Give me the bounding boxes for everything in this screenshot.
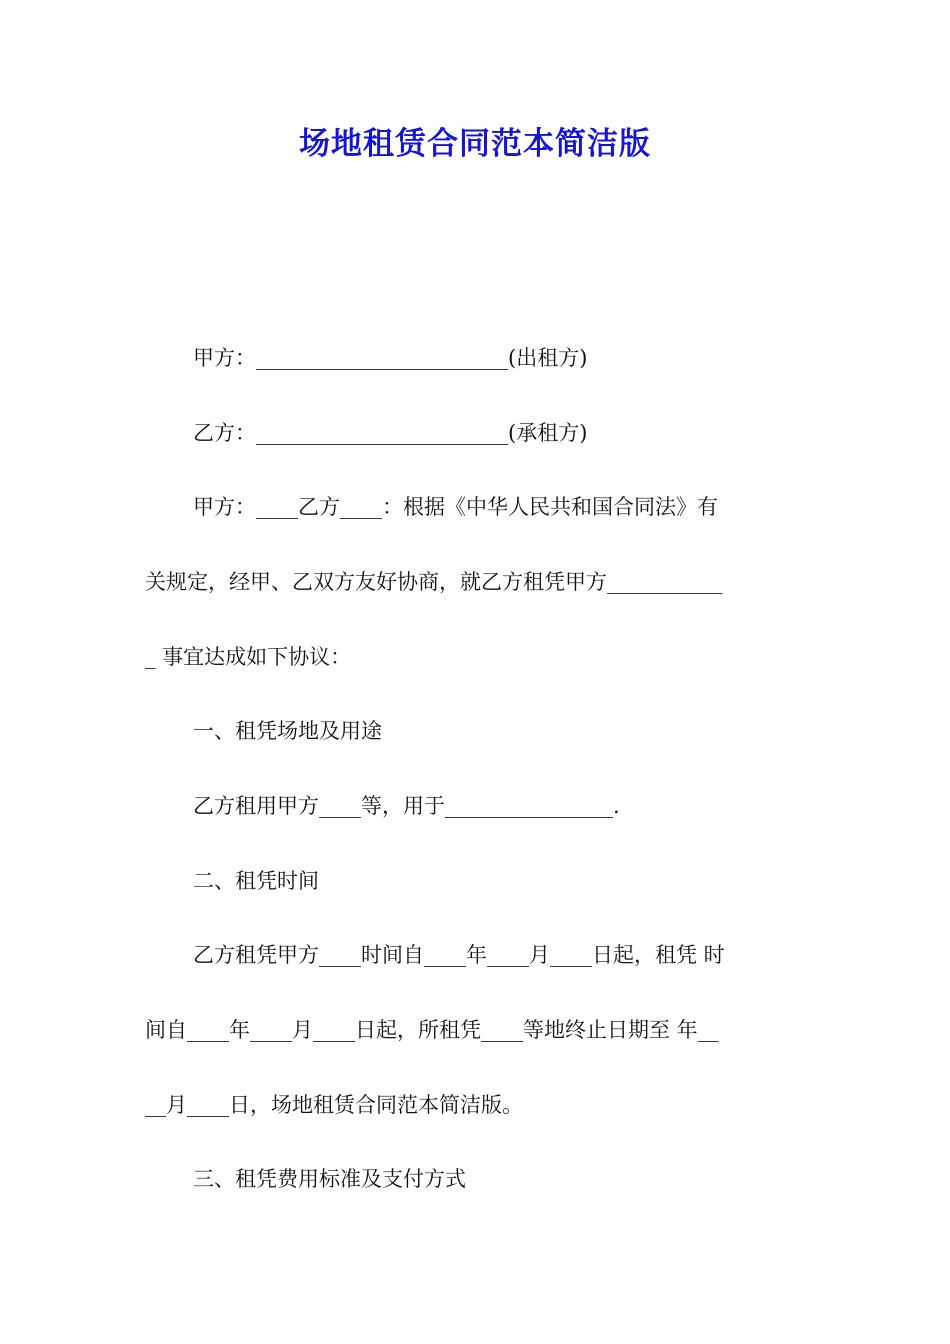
section-heading-3: 三、租凭费用标准及支付方式 — [193, 1167, 466, 1191]
section-heading-2: 二、租凭时间 — [193, 869, 319, 893]
section-2-body-line-2: 间自____年____月____日起，所租凭____等地终止日期至 年__ — [145, 1018, 719, 1042]
party-a-line: 甲方：________________________(出租方) — [193, 346, 588, 370]
party-b-line: 乙方：________________________(承租方) — [193, 421, 588, 445]
section-1-body: 乙方租用甲方____等，用于________________. — [193, 794, 620, 818]
section-2-body-line-3: __月____日，场地租赁合同范本简洁版。 — [145, 1093, 523, 1117]
section-heading-1: 一、租凭场地及用途 — [193, 719, 382, 743]
section-2-body-line-1: 乙方租凭甲方____时间自____年____月____日起，租凭 时 — [193, 943, 725, 967]
preamble-line-3: _ 事宜达成如下协议： — [145, 645, 352, 669]
document-title: 场地租赁合同范本简洁版 — [299, 126, 651, 162]
preamble-line-1: 甲方：____乙方____：根据《中华人民共和国合同法》有 — [193, 495, 718, 519]
preamble-line-2: 关规定，经甲、乙双方友好协商，就乙方租凭甲方___________ — [145, 570, 723, 594]
